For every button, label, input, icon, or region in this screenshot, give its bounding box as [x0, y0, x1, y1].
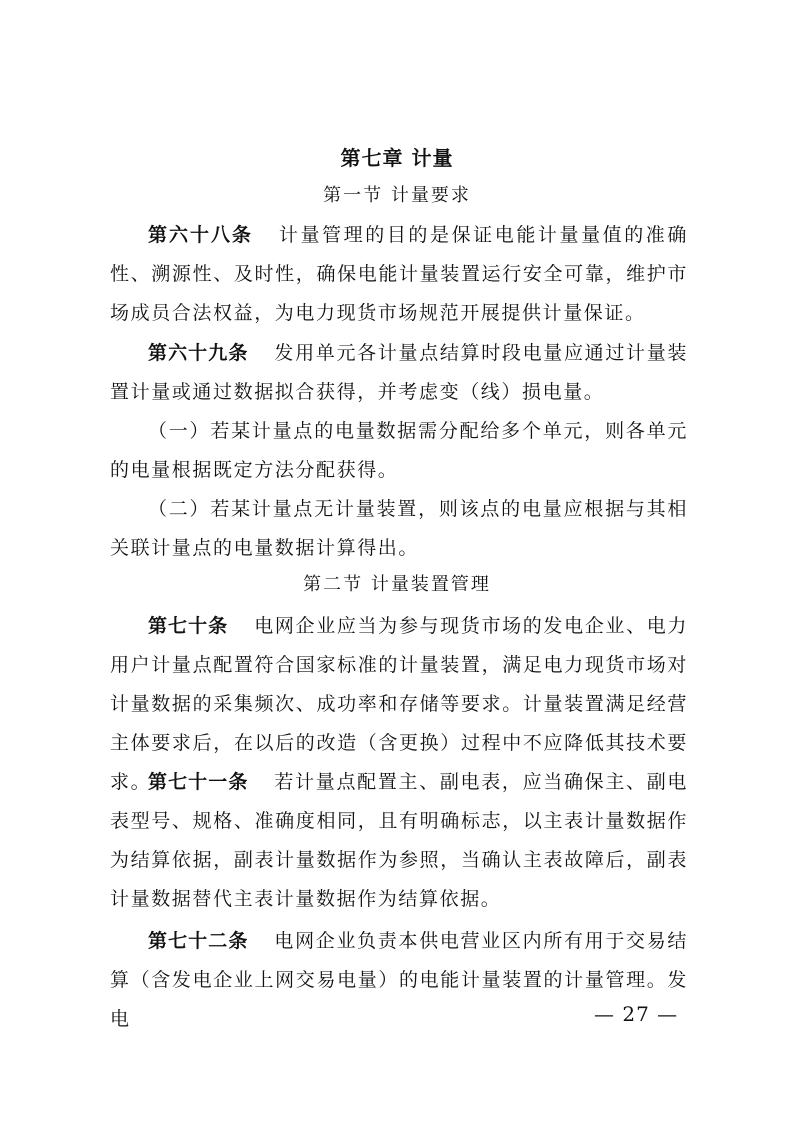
- clause-paragraph-2: [110, 490, 688, 568]
- section-title-2: 第二节 计量装置管理: [303, 574, 491, 595]
- article-paragraph-71: [110, 763, 688, 919]
- article-text: 计量管理的目的是保证电能计量量值的准确性、溯源性、及时性，确保电能计量装置运行安全可靠，维护市场成员合法权益，为电力现货市场规范开展提供计量保证。: [110, 224, 688, 324]
- article-label: 第七十二条: [148, 930, 249, 952]
- clause-text: （一）若某计量点的电量数据需分配给多个单元，则各单元的电量根据既定方法分配获得。: [110, 420, 688, 481]
- article-paragraph-68: [110, 216, 688, 333]
- clause-paragraph-1: [110, 412, 688, 490]
- page-number: — 27 —: [594, 1002, 679, 1026]
- article-paragraph-69: [110, 334, 688, 412]
- article-label: 第六十八条: [148, 224, 253, 246]
- article-text: 电网企业负责本供电营业区内所有用于交易结算（含发电企业上网交易电量）的电能计量装置的计量管理。发电: [110, 930, 688, 1030]
- article-text: 若计量点配置主、副电表，应当确保主、副电表型号、规格、准确度相同，且有明确标志，以主表计量数据作为结算依据，副表计量数据作为参照，当确认主表故障后，副表计量数据替代主表计量数据作为结算依据。: [110, 771, 688, 910]
- article-label: 第七十条: [148, 615, 229, 637]
- chapter-title: 第七章 计量: [340, 146, 454, 170]
- article-label: 第六十九条: [148, 342, 249, 364]
- clause-text: （二）若某计量点无计量装置，则该点的电量应根据与其相关联计量点的电量数据计算得出。: [110, 498, 688, 559]
- article-text: 发用单元各计量点结算时段电量应通过计量装置计量或通过数据拟合获得，并考虑变（线）损电量。: [110, 342, 688, 403]
- article-text: 电网企业应当为参与现货市场的发电企业、电力用户计量点配置符合国家标准的计量装置，满足电力现货市场对计量数据的采集频次、成功率和存储等要求。计量装置满足经营主体要求后，在以后的改造（含更换）过程中不应降低其技术要求。: [110, 615, 688, 793]
- article-label: 第七十一条: [148, 771, 249, 793]
- section-title-1: 第一节 计量要求: [323, 185, 471, 206]
